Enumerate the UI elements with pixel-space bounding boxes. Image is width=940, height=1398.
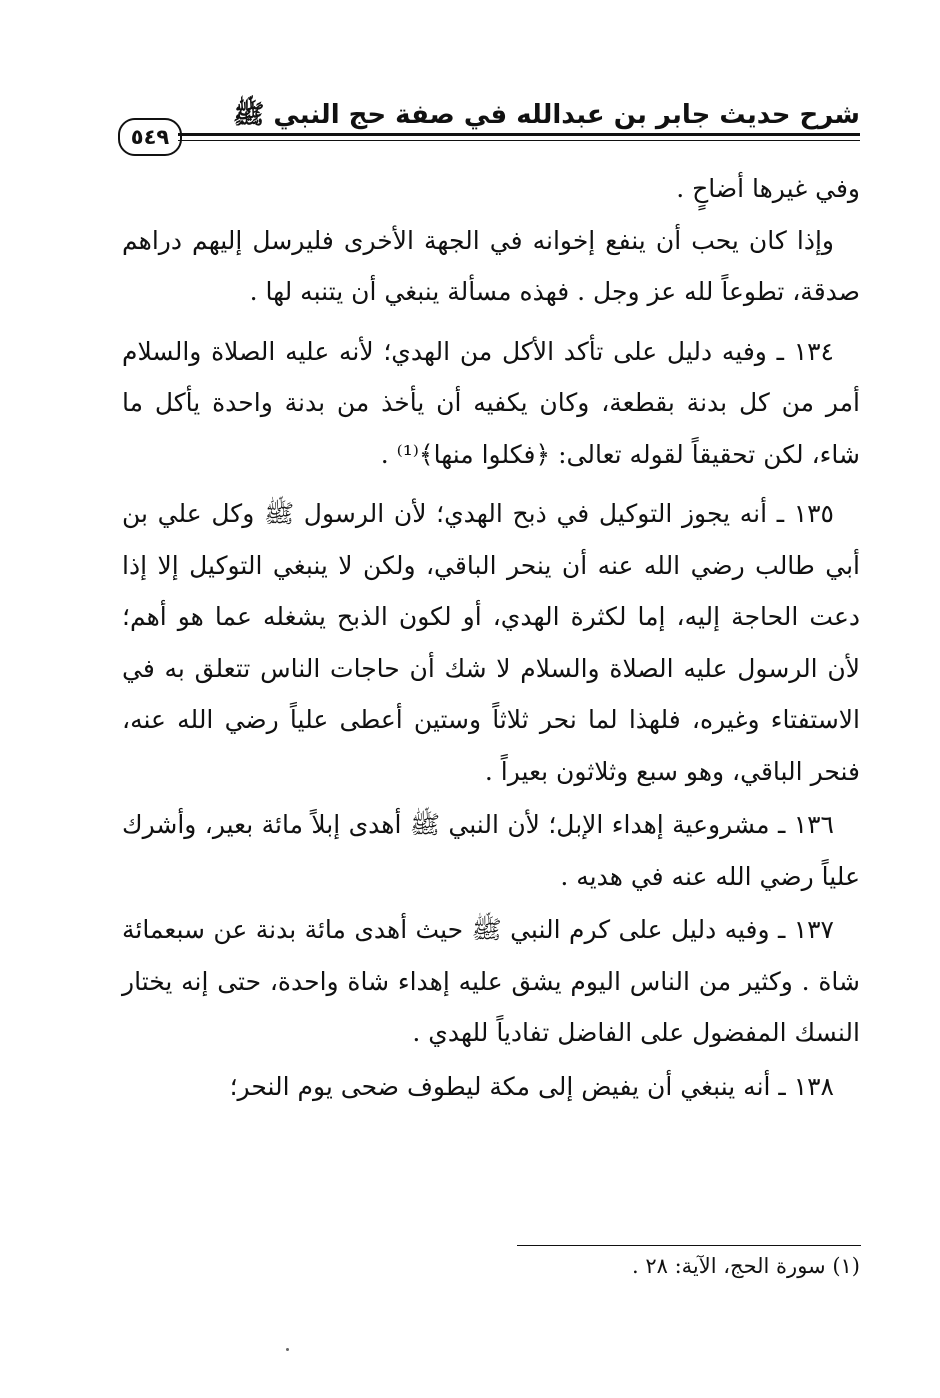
paragraph-item-138: ١٣٨ ـ أنه ينبغي أن يفيض إلى مكة ليطوف ضحى يوم النحر؛ bbox=[229, 1071, 834, 1101]
scan-speck bbox=[286, 1348, 289, 1351]
body-text bbox=[122, 163, 860, 1112]
paragraph-item-137: ١٣٧ ـ وفيه دليل على كرم النبي ﷺ حيث أهدى مائة بدنة عن سبعمائة شاة . وكثير من الناس اليوم يشق عليه إهداء شاة واحدة، حتى إنه يختار النسك المفضول على الفاضل تفادياً للهدي . bbox=[122, 915, 860, 1047]
footnote-separator bbox=[517, 1245, 861, 1246]
header-rule-thin bbox=[178, 140, 860, 141]
page-number: ٥٤٩ bbox=[118, 118, 182, 156]
paragraph: وإذا كان يحب أن ينفع إخوانه في الجهة الأخرى فليرسل إليهم دراهم صدقة، تطوعاً لله عز وجل . فهذه مسألة ينبغي أن يتنبه لها . bbox=[122, 225, 860, 306]
paragraph-item-135: ١٣٥ ـ أنه يجوز التوكيل في ذبح الهدي؛ لأن الرسول ﷺ وكل علي بن أبي طالب رضي الله عنه أن ينحر الباقي، ولكن لا ينبغي التوكيل إلا إذا دعت الحاجة إليه، إما لكثرة الهدي، أو لكون الذبح يشغله عما هو أهم؛ لأن الرسول عليه الصلاة والسلام لا شك أن حاجات الناس تتعلق به في الاستفتاء وغيره، فلهذا لما نحر ثلاثاً وستين أعطى علياً رضي الله عنه، فنحر الباقي، وهو سبع وثلاثون بعيراً . bbox=[122, 499, 860, 786]
header-rule bbox=[178, 133, 860, 136]
footnote: (١) سورة الحج، الآية: ٢٨ . bbox=[632, 1254, 860, 1278]
paragraph-item-134: ١٣٤ ـ وفيه دليل على تأكد الأكل من الهدي؛ لأنه عليه الصلاة والسلام أمر من كل بدنة بقطعة، وكان يكفيه أن يأخذ من بدنة واحدة يأكل ما شاء، لكن تحقيقاً لقوله تعالى: ﴿فكلوا منها﴾⁽¹⁾ . bbox=[122, 336, 860, 469]
running-header-title: شرح حديث جابر بن عبدالله في صفة حج النبي ﷺ bbox=[232, 100, 860, 130]
paragraph-item-136: ١٣٦ ـ مشروعية إهداء الإبل؛ لأن النبي ﷺ أهدى إبلاً مائة بعير، وأشرك علياً رضي الله عنه في هديه . bbox=[122, 810, 860, 891]
paragraph: وفي غيرها أضاحٍ . bbox=[676, 174, 860, 203]
